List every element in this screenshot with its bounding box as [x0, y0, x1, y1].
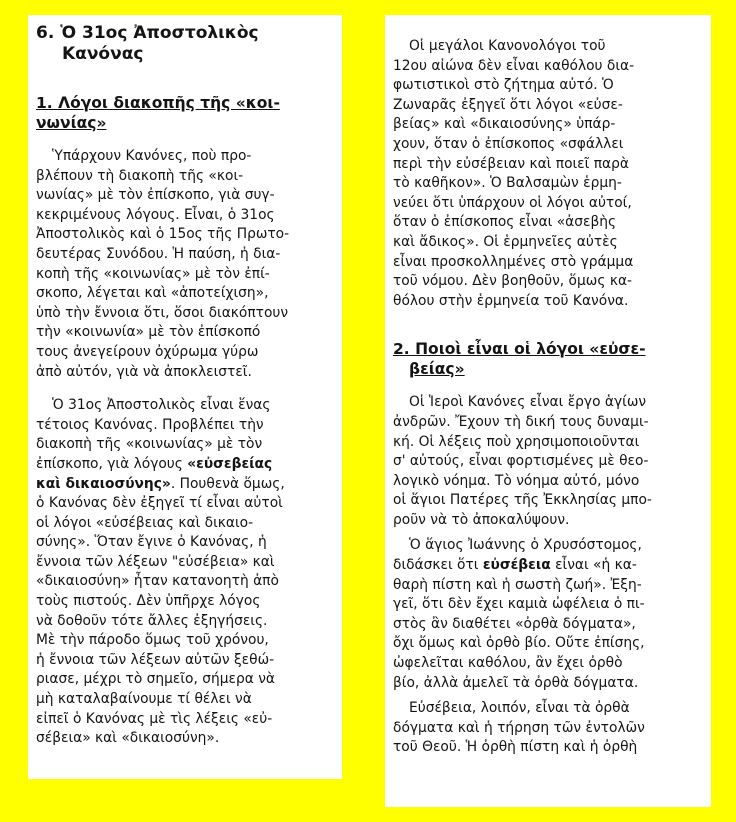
bold-term: «εὐσεβείας — [187, 455, 273, 472]
text-line: 12ου αἰώνα δὲν εἶναι καθόλου δια- — [393, 57, 635, 74]
text-line: γεῖ, ὅτι δὲν ἔχει καμιὰ ὠφέλεια ὁ πι- — [393, 596, 645, 613]
article-title — [36, 23, 332, 65]
text-line: βλέπουν τὴ διακοπὴ τῆς «κοι- — [36, 167, 244, 184]
text-line: σ' αὐτούς, εἶναι φορτισμένες μὲ θεο- — [393, 453, 649, 470]
text-line: Ζωναρᾶς ἐξηγεῖ ὅτι λόγοι «εὐσε- — [393, 96, 623, 113]
text-line: ροῦν νὰ τὸ ἀποκαλύψουν. — [393, 511, 570, 528]
text-line: ὅταν ὁ ἐπίσκοπος εἶναι «ἀσεβὴς — [393, 214, 617, 231]
text-line: νωνίας» μὲ τὸν ἐπίσκοπο, γιὰ συγ- — [36, 187, 275, 204]
text-line: Μὲ τὴν πάροδο ὅμως τοῦ χρόνου, — [36, 632, 269, 649]
text-line: νεύει ὅτι ὑπάρχουν οἱ λόγοι αὐτοί, — [393, 194, 632, 211]
text-line — [36, 455, 332, 475]
text-line: ριασε, μέχρι τὸ σημεῖο, σήμερα νὰ — [36, 671, 276, 688]
text-line: οἱ ἅγιοι Πατέρες τῆς Ἐκκλησίας μπο- — [393, 492, 652, 509]
text-line: ἀνδρῶν. Ἔχουν τὴ δική τους δυναμι- — [393, 413, 649, 430]
text-line: στὸς ἂν διαθέτει «ὀρθὰ δόγματα», — [393, 615, 636, 632]
text-line: μὴ καταλαβαίνουμε τί θέλει νὰ — [36, 691, 252, 708]
text-line: διακοπὴ τῆς «κοινωνίας» μὲ τὸν — [36, 436, 263, 453]
section1-heading-line1: 1. Λόγοι διακοπῆς τῆς «κοι- — [36, 94, 280, 112]
text-line: ἔννοια τῶν λέξεων "εὐσέβεια» καὶ — [36, 553, 275, 570]
text-line: βίο, ἀλλὰ ἀμελεῖ τὰ ὀρθὰ δόγματα. — [393, 674, 639, 691]
text-line: σύνης». Ὅταν ἔγινε ὁ Κανόνας, ἡ — [36, 534, 267, 551]
right-paragraph-4 — [393, 699, 701, 758]
text-fragment: εἶναι «ἡ κα- — [550, 557, 637, 574]
text-line: ὄχι ὅμως καὶ ὀρθὸ βίο. Οὔτε ἐπίσης, — [393, 635, 645, 652]
text-line: σέβεια» καὶ «δικαιοσύνη». — [36, 730, 220, 747]
right-paragraph-3 — [393, 536, 701, 693]
text-line: λογικὸ νόημα. Τὸ νόημα αὐτό, μόνο — [393, 472, 640, 489]
text-line: οἱ λόγοι «εὐσέβειας καὶ δικαιο- — [36, 514, 254, 531]
section1-heading-line2: νωνίας» — [36, 114, 107, 132]
article-title-line1: 6. Ὁ 31ος Ἀποστολικὸς — [36, 23, 259, 43]
text-line: τοὺς πιστούς. Δὲν ὑπῆρχε λόγος — [36, 593, 261, 610]
article-title-line2: Κανόνας — [62, 44, 144, 64]
text-line: φωτιστικοὶ στὸ ζήτημα αὐτό. Ὁ — [393, 77, 614, 94]
text-line — [393, 556, 701, 576]
section2-heading-line1: 2. Ποιοὶ εἶναι οἱ λόγοι «εὐσε- — [393, 340, 646, 359]
text-line: τὴν «κοινωνία» μὲ τὸν ἐπίσκοπό — [36, 324, 261, 341]
text-line: ὑπὸ τὴν ἔννοια ὅτι, ὅσοι διακόπτουν — [36, 304, 289, 321]
text-line: ἡ ἔννοια τῶν λέξεων αὐτῶν ξεθώ- — [36, 651, 275, 668]
text-line — [36, 475, 332, 495]
text-line: βείας» καὶ «δικαιοσύνης» ὑπάρ- — [393, 116, 616, 133]
bold-term: εὐσέβεια — [482, 557, 551, 574]
text-fragment: ἐπίσκοπο, γιὰ λόγους — [36, 455, 183, 472]
left-column — [28, 15, 342, 779]
text-fragment: διδάσκει ὅτι — [393, 557, 483, 574]
text-line: δόγματα καὶ ἡ τήρηση τῶν ἐντολῶν — [393, 719, 645, 736]
text-line: τους ἀνεγείρουν ὀχύρωμα γύρω — [36, 343, 259, 360]
text-line: Ὁ ἅγιος Ἰωάννης ὁ Χρυσόστομος, — [409, 537, 642, 554]
text-line: Ἀποστολικὸς καὶ ὁ 15ος τῆς Πρωτο- — [36, 226, 290, 243]
text-line: ὁ Κανόνας δὲν ἐξηγεῖ τί εἶναι αὐτοὶ — [36, 495, 283, 512]
text-line: τοῦ νόμου. Δὲν βοηθοῦν, ὅμως κα- — [393, 273, 633, 290]
text-line: Εὐσέβεια, λοιπόν, εἶναι τὰ ὀρθὰ — [409, 700, 630, 717]
text-line: δευτέρας Συνόδου. Ἡ παύση, ἡ δια- — [36, 245, 281, 262]
text-line: τοῦ Θεοῦ. Ἡ ὀρθὴ πίστη καὶ ἡ ὀρθὴ — [393, 739, 638, 756]
text-line: καὶ ἄδικος». Οἱ ἑρμηνεῖες αὐτὲς — [393, 233, 618, 250]
left-paragraph-1 — [36, 147, 332, 382]
text-line: χουν, ὅταν ὁ ἐπίσκοπος «σφάλλει — [393, 135, 624, 152]
text-line: θόλου στὴν ἑρμηνεία τοῦ Κανόνα. — [393, 292, 629, 309]
text-line: «δικαιοσύνη» ἦταν κατανοητὴ ἀπὸ — [36, 573, 279, 590]
section1-heading — [36, 93, 332, 133]
text-line: κή. Οἱ λέξεις ποὺ χρησιμοποιοῦνται — [393, 433, 640, 450]
section2-heading-line2: βείας» — [409, 360, 465, 379]
right-paragraph-2 — [393, 393, 701, 530]
text-line: Οἱ μεγάλοι Κανονολόγοι τοῦ — [409, 38, 606, 54]
text-line: τέτοιος Κανόνας. Προβλέπει τὴν — [36, 416, 264, 433]
text-line: ὠφελεῖται καθόλου, ἂν ἔχει ὀρθὸ — [393, 655, 623, 672]
text-line: νὰ δοθοῦν τότε ἄλλες ἐξηγήσεις. — [36, 612, 268, 629]
text-line: περὶ τὴν εὐσέβειαν καὶ ποιεῖ παρὰ — [393, 155, 629, 172]
text-line: κεκριμένους λόγους. Εἶναι, ὁ 31ος — [36, 206, 275, 223]
text-line: κοπὴ τῆς «κοινωνίας» μὲ τὸν ἐπί- — [36, 265, 270, 282]
right-paragraph-1 — [393, 37, 701, 311]
text-line: εἶναι προσκολλημένες στὸ γράμμα — [393, 253, 634, 270]
text-line: τὸ καθῆκον». Ὁ Βαλσαμὼν ἑρμη- — [393, 175, 622, 192]
bold-term: καὶ δικαιοσύνης» — [36, 475, 171, 492]
text-line: σκοπο, λέγεται καὶ «ἀποτείχιση», — [36, 285, 269, 302]
text-line: ἀπὸ αὐτόν, γιὰ νὰ ἀποκλειστεῖ. — [36, 363, 252, 380]
text-fragment: . Πουθενὰ ὅμως, — [170, 475, 285, 492]
text-line: εἰπεῖ ὁ Κανόνας μὲ τὶς λέξεις «εὐ- — [36, 710, 273, 727]
left-paragraph-2 — [36, 396, 332, 749]
section2-heading — [393, 339, 701, 379]
text-line: θαρὴ πίστη καὶ ἡ σωστὴ ζωή». Ἐξη- — [393, 576, 642, 593]
text-line: Ὑπάρχουν Κανόνες, ποὺ προ- — [52, 148, 252, 164]
text-line: Οἱ Ἱεροὶ Κανόνες εἶναι ἔργο ἁγίων — [409, 394, 647, 411]
text-line: Ὁ 31ος Ἀποστολικὸς εἶναι ἕνας — [52, 397, 271, 414]
right-column — [385, 15, 711, 807]
